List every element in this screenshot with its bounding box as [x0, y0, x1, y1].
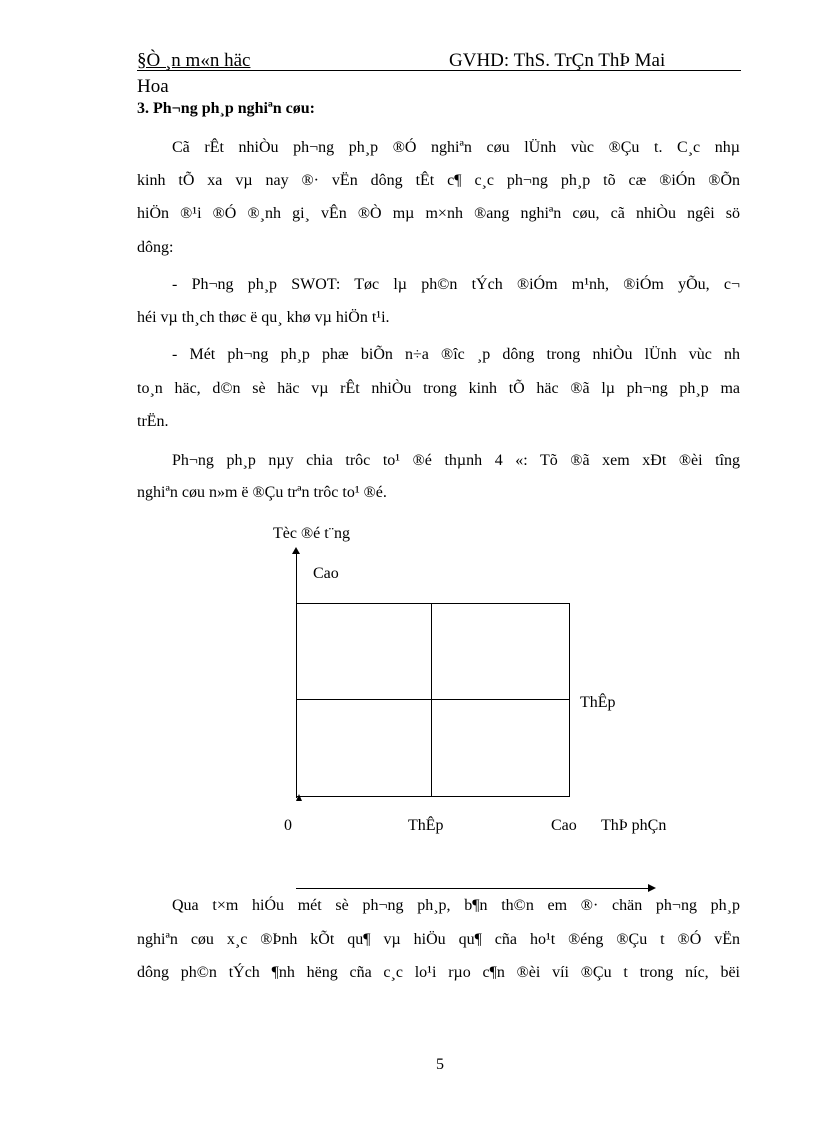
x-high-label: Cao: [551, 817, 577, 834]
paragraph-3-line-1: - Mét ph¬ng ph¸p phæ biÕn n÷a ®îc ¸p dông trong nhiÒu lÜnh vùc nh: [172, 346, 740, 363]
section-heading: 3. Ph¬ng ph¸p nghiªn cøu:: [137, 100, 315, 117]
x-axis-title: ThÞ phÇn: [601, 817, 667, 834]
y-high-label: Cao: [313, 565, 339, 582]
paragraph-1-line-1: Cã rÊt nhiÒu ph¬ng ph¸p ®Ó nghiªn cøu lÜnh vùc ®Çu t. C¸c nhµ: [172, 139, 740, 156]
header-supervisor-continued: Hoa: [137, 76, 169, 97]
header-supervisor: GVHD: ThS. TrÇn ThÞ Mai: [449, 50, 666, 71]
page-number: 5: [436, 1056, 444, 1073]
paragraph-1-line-3: hiÖn ®¹i ®Ó ®¸nh gi¸ vÊn ®Ò mµ m×nh ®ang nghiªn cøu, cã nhiÒu ngêi sö: [137, 205, 740, 222]
paragraph-2-line-1: - Ph¬ng ph¸p SWOT: Tøc lµ ph©n tÝch ®iÓm m¹nh, ®iÓm yÕu, c¬: [172, 276, 740, 293]
matrix-box: [296, 603, 570, 797]
x-low-label: ThÊp: [408, 817, 444, 834]
x-axis-line: [296, 888, 650, 889]
y-low-label: ThÊp: [580, 694, 616, 711]
paragraph-3-line-3: trËn.: [137, 413, 169, 430]
header-rule: [137, 70, 741, 71]
y-axis-title: Tèc ®é t¨ng: [273, 525, 351, 542]
paragraph-4-line-1: Ph¬ng ph¸p nµy chia trôc to¹ ®é thµnh 4 «: Tõ ®ã xem xÐt ®èi tîng: [172, 452, 740, 469]
paragraph-1-line-4: dông:: [137, 239, 174, 256]
x-axis-arrowhead: [648, 884, 656, 892]
paragraph-5-line-3: dông ph©n tÝch ¶nh hëng cña c¸c lo¹i rµo c¶n ®èi víi ®Çu t trong níc, bëi: [137, 964, 740, 981]
matrix-horizontal-divider: [296, 699, 569, 700]
origin-arrow-icon: [296, 794, 302, 801]
header-course-title: §Ò ¸n m«n häc: [137, 50, 251, 71]
paragraph-4-line-2: nghiªn cøu n»m ë ®Çu trªn trôc to¹ ®é.: [137, 484, 387, 501]
paragraph-3-line-2: to¸n häc, d©n sè häc vµ rÊt nhiÒu trong kinh tÕ häc ®ã lµ ph¬ng ph¸p ma: [137, 380, 740, 397]
origin-label: 0: [284, 817, 292, 834]
y-axis-arrowhead: [292, 547, 300, 554]
paragraph-5-line-1: Qua t×m hiÓu mét sè ph¬ng ph¸p, b¶n th©n em ®· chän ph¬ng ph¸p: [172, 897, 740, 914]
paragraph-5-line-2: nghiªn cøu x¸c ®Þnh kÕt qu¶ vµ hiÖu qu¶ cña ho¹t ®éng ®Çu t ®Ó vËn: [137, 931, 740, 948]
paragraph-1-line-2: kinh tÕ xa vµ nay ®· vËn dông tÊt c¶ c¸c ph¬ng ph¸p tõ cæ ®iÓn ®Õn: [137, 172, 740, 189]
matrix-vertical-divider: [431, 603, 432, 797]
paragraph-2-line-2: héi vµ th¸ch thøc ë qu¸ khø vµ hiÖn t¹i.: [137, 309, 390, 326]
